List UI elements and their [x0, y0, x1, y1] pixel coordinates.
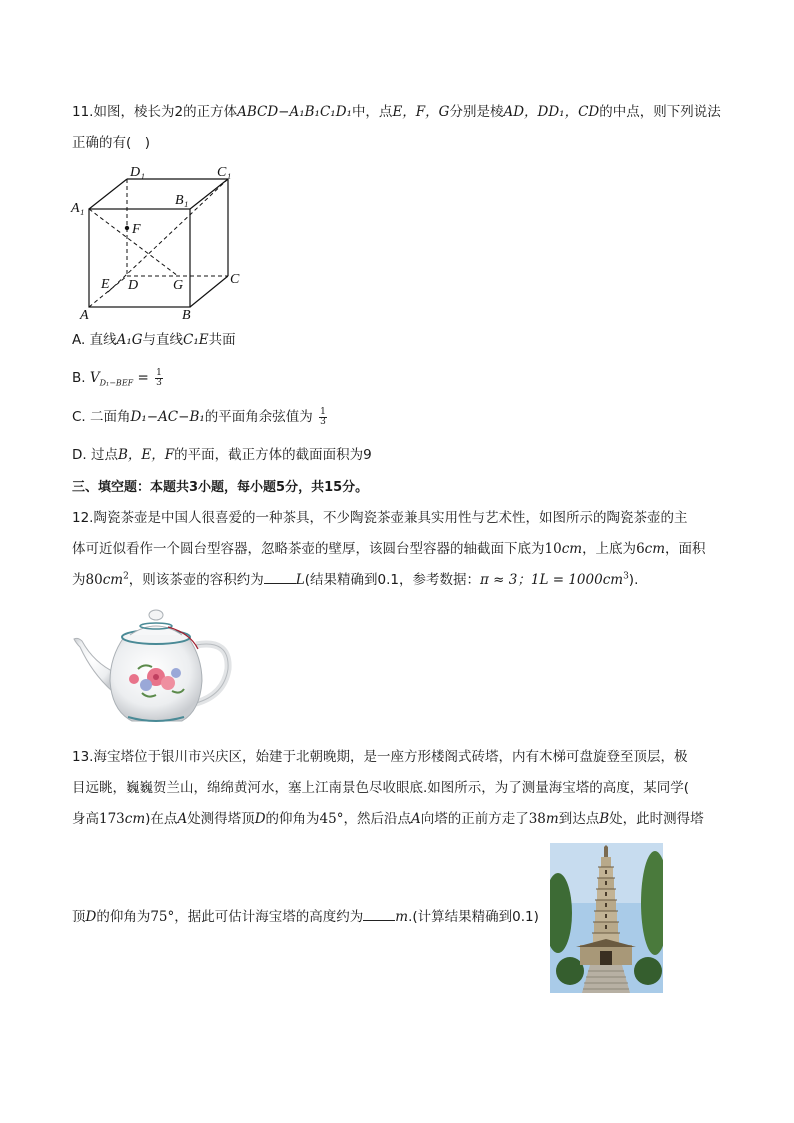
cube-figure: [70, 162, 250, 322]
section-3-header: 三、填空题：本题共3小题，每小题5分，共15分。: [72, 480, 369, 495]
q13-line4: 顶D的仰角为75°，据此可估计海宝塔的高度约为 m.(计算结果精确到0.1): [72, 909, 539, 925]
option-b: B. $V_{D_1-BEF}$ = $\frac{1}{3}$: [72, 367, 162, 388]
teapot-image: [72, 603, 232, 731]
option-c: C. 二面角D₁−AC−B₁的平面角余弦值为 $\frac{1}{3}$: [72, 406, 326, 427]
q13-line1: 13.海宝塔位于银川市兴庆区，始建于北朝晚期，是一座方形楼阁式砖塔，内有木梯可盘旋登至顶层，极: [72, 749, 688, 765]
label-B: B: [182, 308, 191, 322]
label-B1: B₁: [175, 193, 189, 208]
q12-line1: 12.陶瓷茶壶是中国人很喜爱的一种茶具，不少陶瓷茶壶兼具实用性与艺术性，如图所示的陶瓷茶壶的主: [72, 510, 688, 526]
q13-answer-blank[interactable]: [363, 907, 395, 921]
q12-answer-blank[interactable]: [264, 570, 296, 584]
label-C1: C₁: [217, 165, 232, 180]
label-A1: A₁: [71, 201, 85, 216]
q11-line1: 11.如图，棱长为2的正方体ABCD−A₁B₁C₁D₁中，点E，F，G分别是棱AD，DD₁，CD的中点，则下列说法: [72, 104, 721, 120]
label-D: D: [128, 278, 139, 293]
option-a: A. 直线A₁G与直线C₁E共面: [72, 332, 236, 348]
label-G: G: [173, 278, 184, 293]
label-C: C: [230, 272, 240, 287]
q13-line3: 身高173cm)在点A处测得塔顶D的仰角为45°，然后沿点A向塔的正前方走了38m到达点B处，此时测得塔: [72, 811, 704, 827]
label-E: E: [101, 277, 110, 292]
pagoda-image: [550, 843, 663, 993]
label-A: A: [80, 308, 89, 322]
q12-line2: 体可近似看作一个圆台型容器，忽略茶壶的壁厚，该圆台型容器的轴截面下底为10cm，上底为6cm，面积: [72, 541, 706, 557]
option-d: D. 过点B，E，F的平面，截正方体的截面面积为9: [72, 447, 372, 463]
q11-line2: 正确的有( ): [72, 135, 151, 151]
label-F: F: [132, 222, 141, 237]
q12-line3: 为$80cm^2$，则该茶壶的容积约为 L(结果精确到0.1，参考数据：π ≈ 3；$1L = 1000cm^3$).: [72, 571, 639, 588]
label-D1: D₁: [130, 165, 145, 180]
q13-line2: 目远眺，巍巍贺兰山，绵绵黄河水，塞上江南景色尽收眼底.如图所示，为了测量海宝塔的高度，某同学(: [72, 780, 690, 796]
